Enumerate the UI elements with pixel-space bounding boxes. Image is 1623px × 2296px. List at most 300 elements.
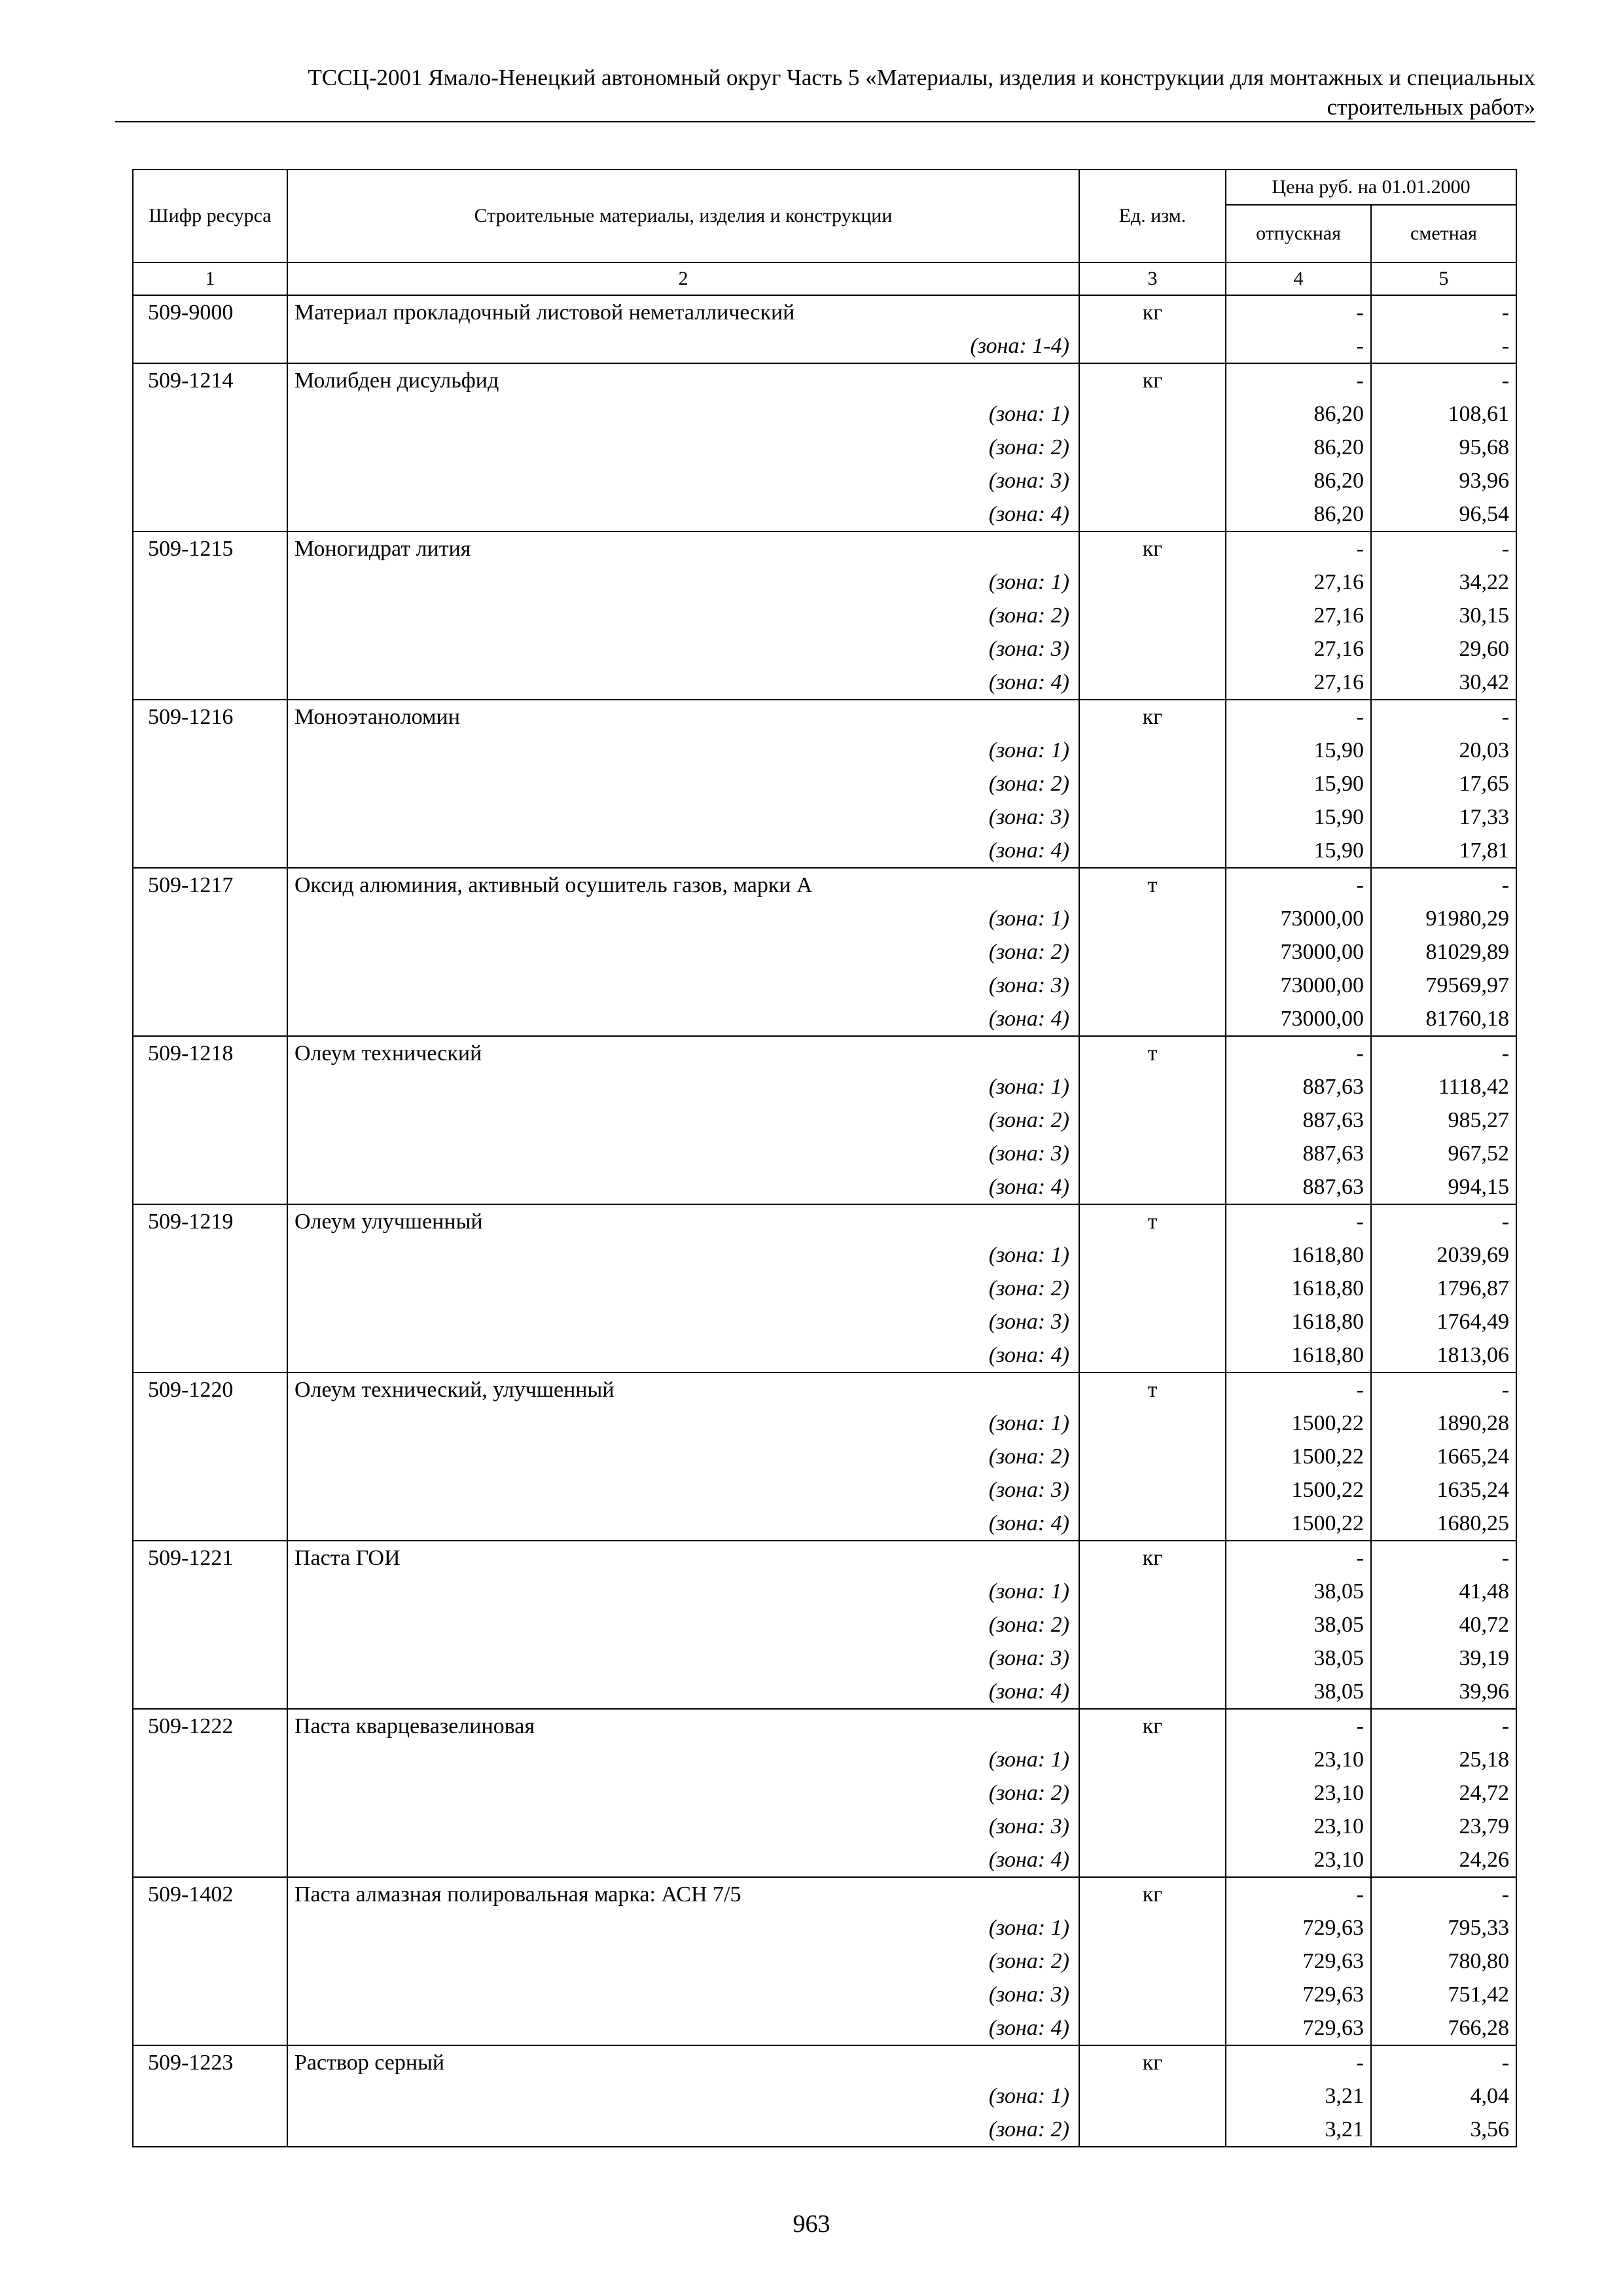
unit-cell-empty	[1079, 1440, 1226, 1473]
release-price: 729,63	[1226, 1978, 1371, 2011]
zone-label: (зона: 1)	[287, 2079, 1079, 2113]
zone-label: (зона: 4)	[287, 2011, 1079, 2045]
estimate-price: 91980,29	[1371, 902, 1516, 935]
resource-code-empty	[133, 1407, 287, 1440]
material-name: Олеум улучшенный	[287, 1204, 1079, 1238]
estimate-price: 96,54	[1371, 497, 1516, 531]
zone-row	[133, 1810, 1516, 1843]
unit-cell-empty	[1079, 1675, 1226, 1709]
table-row	[133, 1877, 1516, 1911]
estimate-price: 24,26	[1371, 1843, 1516, 1877]
unit-cell: т	[1079, 1372, 1226, 1407]
estimate-price: -	[1371, 1709, 1516, 1743]
unit-cell-empty	[1079, 1743, 1226, 1776]
release-price: 887,63	[1226, 1103, 1371, 1137]
zone-row	[133, 1608, 1516, 1641]
table-row	[133, 1541, 1516, 1575]
release-price: 23,10	[1226, 1743, 1371, 1776]
estimate-price: 29,60	[1371, 632, 1516, 666]
unit-cell-empty	[1079, 1641, 1226, 1675]
estimate-price: 25,18	[1371, 1743, 1516, 1776]
column-number: 4	[1226, 262, 1371, 295]
estimate-price: -	[1371, 1877, 1516, 1911]
estimate-price: 994,15	[1371, 1170, 1516, 1204]
table-row	[133, 700, 1516, 734]
unit-cell: кг	[1079, 1877, 1226, 1911]
resource-code-empty	[133, 2079, 287, 2113]
zone-label: (зона: 2)	[287, 2113, 1079, 2147]
estimate-price: 39,96	[1371, 1675, 1516, 1709]
unit-cell-empty	[1079, 1911, 1226, 1945]
estimate-price: 20,03	[1371, 734, 1516, 767]
unit-cell-empty	[1079, 1002, 1226, 1036]
release-price: -	[1226, 1204, 1371, 1238]
zone-row	[133, 1641, 1516, 1675]
unit-cell-empty	[1079, 1810, 1226, 1843]
estimate-price: 34,22	[1371, 565, 1516, 599]
release-price: 38,05	[1226, 1608, 1371, 1641]
zone-label: (зона: 4)	[287, 834, 1079, 868]
table-row	[133, 295, 1516, 329]
resource-code-empty	[133, 834, 287, 868]
unit-cell-empty	[1079, 969, 1226, 1002]
price-table	[132, 169, 1517, 2147]
zone-label: (зона: 2)	[287, 431, 1079, 464]
zone-label: (зона: 1)	[287, 1238, 1079, 1272]
release-price: 1618,80	[1226, 1305, 1371, 1338]
unit-cell-empty	[1079, 767, 1226, 800]
material-name: Паста алмазная полировальная марка: АСН 7/5	[287, 1877, 1079, 1911]
header-price-group: Цена руб. на 01.01.2000	[1226, 170, 1516, 205]
release-price: 38,05	[1226, 1675, 1371, 1709]
estimate-price: 24,72	[1371, 1776, 1516, 1810]
release-price: 3,21	[1226, 2113, 1371, 2147]
zone-label: (зона: 1)	[287, 902, 1079, 935]
zone-row	[133, 2079, 1516, 2113]
zone-label: (зона: 2)	[287, 1103, 1079, 1137]
zone-label: (зона: 4)	[287, 666, 1079, 700]
estimate-price: -	[1371, 531, 1516, 565]
resource-code-empty	[133, 397, 287, 431]
estimate-price: 17,81	[1371, 834, 1516, 868]
estimate-price: 1796,87	[1371, 1272, 1516, 1305]
unit-cell-empty	[1079, 1473, 1226, 1507]
release-price: 38,05	[1226, 1641, 1371, 1675]
estimate-price: -	[1371, 2045, 1516, 2079]
estimate-price: 1118,42	[1371, 1070, 1516, 1103]
unit-cell-empty	[1079, 2011, 1226, 2045]
release-price: -	[1226, 363, 1371, 397]
material-name: Оксид алюминия, активный осушитель газов, марки А	[287, 868, 1079, 902]
resource-code-empty	[133, 1743, 287, 1776]
resource-code-empty	[133, 1575, 287, 1608]
zone-row	[133, 767, 1516, 800]
header-code: Шифр ресурса	[133, 170, 287, 262]
table-row	[133, 363, 1516, 397]
release-price: 729,63	[1226, 1911, 1371, 1945]
zone-label: (зона: 2)	[287, 1776, 1079, 1810]
zone-label: (зона: 4)	[287, 1170, 1079, 1204]
resource-code-empty	[133, 1170, 287, 1204]
estimate-price: -	[1371, 1541, 1516, 1575]
table-row	[133, 1036, 1516, 1070]
zone-label: (зона: 2)	[287, 1272, 1079, 1305]
release-price: 1618,80	[1226, 1272, 1371, 1305]
unit-cell-empty	[1079, 565, 1226, 599]
resource-code: 509-1215	[133, 531, 287, 565]
release-price: 15,90	[1226, 834, 1371, 868]
release-price: 86,20	[1226, 464, 1371, 497]
resource-code: 509-9000	[133, 295, 287, 329]
resource-code-empty	[133, 329, 287, 363]
zone-label: (зона: 3)	[287, 1978, 1079, 2011]
resource-code-empty	[133, 2011, 287, 2045]
unit-cell-empty	[1079, 1945, 1226, 1978]
zone-row	[133, 1002, 1516, 1036]
release-price: 3,21	[1226, 2079, 1371, 2113]
estimate-price: -	[1371, 295, 1516, 329]
material-name: Материал прокладочный листовой неметаллический	[287, 295, 1079, 329]
unit-cell: кг	[1079, 1541, 1226, 1575]
zone-label: (зона: 1)	[287, 1407, 1079, 1440]
zone-row	[133, 800, 1516, 834]
resource-code-empty	[133, 935, 287, 969]
zone-row	[133, 1743, 1516, 1776]
zone-row	[133, 1407, 1516, 1440]
zone-row	[133, 1575, 1516, 1608]
table-row	[133, 1709, 1516, 1743]
release-price: 15,90	[1226, 734, 1371, 767]
zone-label: (зона: 1)	[287, 397, 1079, 431]
zone-row	[133, 935, 1516, 969]
zone-row	[133, 834, 1516, 868]
unit-cell-empty	[1079, 800, 1226, 834]
release-price: 23,10	[1226, 1810, 1371, 1843]
estimate-price: 79569,97	[1371, 969, 1516, 1002]
resource-code-empty	[133, 1103, 287, 1137]
release-price: 887,63	[1226, 1137, 1371, 1170]
zone-row	[133, 497, 1516, 531]
unit-cell-empty	[1079, 666, 1226, 700]
unit-cell-empty	[1079, 2079, 1226, 2113]
zone-label: (зона: 3)	[287, 1305, 1079, 1338]
estimate-price: 1665,24	[1371, 1440, 1516, 1473]
resource-code: 509-1223	[133, 2045, 287, 2079]
resource-code-empty	[133, 1843, 287, 1877]
resource-code: 509-1402	[133, 1877, 287, 1911]
release-price: -	[1226, 868, 1371, 902]
release-price: 73000,00	[1226, 1002, 1371, 1036]
resource-code: 509-1214	[133, 363, 287, 397]
release-price: 23,10	[1226, 1776, 1371, 1810]
material-name: Олеум технический, улучшенный	[287, 1372, 1079, 1407]
resource-code: 509-1219	[133, 1204, 287, 1238]
zone-label: (зона: 4)	[287, 1675, 1079, 1709]
resource-code-empty	[133, 1440, 287, 1473]
unit-cell-empty	[1079, 329, 1226, 363]
release-price: 73000,00	[1226, 935, 1371, 969]
unit-cell-empty	[1079, 1305, 1226, 1338]
resource-code-empty	[133, 1002, 287, 1036]
material-name: Моногидрат лития	[287, 531, 1079, 565]
unit-cell-empty	[1079, 431, 1226, 464]
resource-code-empty	[133, 632, 287, 666]
zone-label: (зона: 3)	[287, 1137, 1079, 1170]
zone-row	[133, 599, 1516, 632]
header-line-1: ТССЦ-2001 Ямало-Ненецкий автономный округ Часть 5 «Материалы, изделия и конструкции для монтажных и специальных	[308, 65, 1535, 90]
zone-label: (зона: 1-4)	[287, 329, 1079, 363]
resource-code-empty	[133, 734, 287, 767]
unit-cell-empty	[1079, 902, 1226, 935]
column-number: 3	[1079, 262, 1226, 295]
table-row	[133, 1204, 1516, 1238]
resource-code-empty	[133, 1776, 287, 1810]
table-row	[133, 1372, 1516, 1407]
document-header	[115, 63, 1535, 122]
release-price: 887,63	[1226, 1070, 1371, 1103]
estimate-price: 81029,89	[1371, 935, 1516, 969]
estimate-price: 967,52	[1371, 1137, 1516, 1170]
resource-code-empty	[133, 1675, 287, 1709]
page-number: 963	[793, 2210, 830, 2238]
resource-code-empty	[133, 1272, 287, 1305]
resource-code-empty	[133, 431, 287, 464]
resource-code-empty	[133, 1641, 287, 1675]
release-price: 27,16	[1226, 666, 1371, 700]
zone-label: (зона: 3)	[287, 800, 1079, 834]
resource-code-empty	[133, 565, 287, 599]
zone-row	[133, 1843, 1516, 1877]
unit-cell: кг	[1079, 295, 1226, 329]
zone-label: (зона: 2)	[287, 1945, 1079, 1978]
release-price: 15,90	[1226, 800, 1371, 834]
material-name: Паста ГОИ	[287, 1541, 1079, 1575]
zone-label: (зона: 2)	[287, 1440, 1079, 1473]
unit-cell-empty	[1079, 2113, 1226, 2147]
release-price: 38,05	[1226, 1575, 1371, 1608]
zone-row	[133, 969, 1516, 1002]
estimate-price: 795,33	[1371, 1911, 1516, 1945]
estimate-price: 41,48	[1371, 1575, 1516, 1608]
estimate-price: 751,42	[1371, 1978, 1516, 2011]
table-row	[133, 868, 1516, 902]
estimate-price: 780,80	[1371, 1945, 1516, 1978]
resource-code: 509-1218	[133, 1036, 287, 1070]
unit-cell: т	[1079, 868, 1226, 902]
estimate-price: -	[1371, 700, 1516, 734]
zone-label: (зона: 2)	[287, 599, 1079, 632]
release-price: -	[1226, 329, 1371, 363]
unit-cell-empty	[1079, 1338, 1226, 1372]
release-price: 27,16	[1226, 565, 1371, 599]
unit-cell-empty	[1079, 632, 1226, 666]
release-price: 23,10	[1226, 1843, 1371, 1877]
zone-row	[133, 1272, 1516, 1305]
material-name: Паста кварцевазелиновая	[287, 1709, 1079, 1743]
estimate-price: 1680,25	[1371, 1507, 1516, 1541]
zone-row	[133, 632, 1516, 666]
resource-code-empty	[133, 1305, 287, 1338]
release-price: -	[1226, 1877, 1371, 1911]
zone-row	[133, 397, 1516, 431]
estimate-price: -	[1371, 329, 1516, 363]
release-price: 86,20	[1226, 497, 1371, 531]
release-price: 729,63	[1226, 2011, 1371, 2045]
zone-row	[133, 431, 1516, 464]
resource-code-empty	[133, 1507, 287, 1541]
zone-label: (зона: 3)	[287, 632, 1079, 666]
release-price: 887,63	[1226, 1170, 1371, 1204]
resource-code-empty	[133, 1473, 287, 1507]
resource-code-empty	[133, 767, 287, 800]
zone-row	[133, 734, 1516, 767]
release-price: 86,20	[1226, 431, 1371, 464]
resource-code-empty	[133, 2113, 287, 2147]
header-name: Строительные материалы, изделия и конструкции	[287, 170, 1079, 262]
unit-cell-empty	[1079, 734, 1226, 767]
release-price: -	[1226, 1541, 1371, 1575]
zone-row	[133, 1978, 1516, 2011]
unit-cell-empty	[1079, 497, 1226, 531]
zone-label: (зона: 4)	[287, 1843, 1079, 1877]
estimate-price: 1764,49	[1371, 1305, 1516, 1338]
material-name: Молибден дисульфид	[287, 363, 1079, 397]
estimate-price: -	[1371, 1372, 1516, 1407]
estimate-price: 2039,69	[1371, 1238, 1516, 1272]
zone-row	[133, 1305, 1516, 1338]
zone-row	[133, 1945, 1516, 1978]
resource-code-empty	[133, 1608, 287, 1641]
zone-row	[133, 1440, 1516, 1473]
resource-code-empty	[133, 1911, 287, 1945]
resource-code-empty	[133, 1137, 287, 1170]
zone-label: (зона: 2)	[287, 1608, 1079, 1641]
estimate-price: -	[1371, 1204, 1516, 1238]
estimate-price: -	[1371, 868, 1516, 902]
release-price: 27,16	[1226, 599, 1371, 632]
release-price: -	[1226, 531, 1371, 565]
release-price: 1500,22	[1226, 1507, 1371, 1541]
unit-cell: т	[1079, 1036, 1226, 1070]
resource-code-empty	[133, 1978, 287, 2011]
zone-label: (зона: 3)	[287, 1473, 1079, 1507]
release-price: 1500,22	[1226, 1440, 1371, 1473]
estimate-price: 23,79	[1371, 1810, 1516, 1843]
zone-row	[133, 902, 1516, 935]
estimate-price: -	[1371, 1036, 1516, 1070]
release-price: -	[1226, 700, 1371, 734]
unit-cell-empty	[1079, 1575, 1226, 1608]
resource-code: 509-1220	[133, 1372, 287, 1407]
resource-code-empty	[133, 1945, 287, 1978]
unit-cell: кг	[1079, 363, 1226, 397]
release-price: 1500,22	[1226, 1473, 1371, 1507]
unit-cell-empty	[1079, 1170, 1226, 1204]
resource-code-empty	[133, 969, 287, 1002]
estimate-price: 30,42	[1371, 666, 1516, 700]
unit-cell-empty	[1079, 1103, 1226, 1137]
column-number: 5	[1371, 262, 1516, 295]
zone-label: (зона: 4)	[287, 497, 1079, 531]
zone-label: (зона: 1)	[287, 1911, 1079, 1945]
resource-code: 509-1222	[133, 1709, 287, 1743]
zone-label: (зона: 3)	[287, 1810, 1079, 1843]
release-price: -	[1226, 1372, 1371, 1407]
zone-row	[133, 1776, 1516, 1810]
table-header	[133, 170, 1516, 295]
release-price: -	[1226, 1709, 1371, 1743]
estimate-price: 95,68	[1371, 431, 1516, 464]
resource-code-empty	[133, 1238, 287, 1272]
table-body	[133, 295, 1516, 2147]
resource-code-empty	[133, 902, 287, 935]
resource-code-empty	[133, 497, 287, 531]
zone-label: (зона: 2)	[287, 935, 1079, 969]
estimate-price: 108,61	[1371, 397, 1516, 431]
zone-label: (зона: 1)	[287, 1070, 1079, 1103]
unit-cell-empty	[1079, 1407, 1226, 1440]
zone-row	[133, 1170, 1516, 1204]
resource-code: 509-1217	[133, 868, 287, 902]
estimate-price: 985,27	[1371, 1103, 1516, 1137]
resource-code-empty	[133, 800, 287, 834]
zone-row	[133, 1070, 1516, 1103]
estimate-price: 1813,06	[1371, 1338, 1516, 1372]
zone-row	[133, 1507, 1516, 1541]
zone-label: (зона: 1)	[287, 1743, 1079, 1776]
release-price: -	[1226, 1036, 1371, 1070]
resource-code-empty	[133, 1810, 287, 1843]
zone-label: (зона: 3)	[287, 464, 1079, 497]
header-line-2: строительных работ»	[1327, 94, 1535, 120]
resource-code-empty	[133, 1070, 287, 1103]
zone-row	[133, 2011, 1516, 2045]
release-price: -	[1226, 295, 1371, 329]
unit-cell-empty	[1079, 834, 1226, 868]
zone-label: (зона: 4)	[287, 1507, 1079, 1541]
zone-label: (зона: 3)	[287, 969, 1079, 1002]
unit-cell-empty	[1079, 599, 1226, 632]
zone-label: (зона: 1)	[287, 565, 1079, 599]
zone-label: (зона: 4)	[287, 1338, 1079, 1372]
unit-cell-empty	[1079, 1507, 1226, 1541]
zone-label: (зона: 3)	[287, 1641, 1079, 1675]
release-price: 27,16	[1226, 632, 1371, 666]
unit-cell: кг	[1079, 531, 1226, 565]
header-unit: Ед. изм.	[1079, 170, 1226, 262]
zone-label: (зона: 1)	[287, 1575, 1079, 1608]
table-row	[133, 531, 1516, 565]
resource-code-empty	[133, 666, 287, 700]
estimate-price: 30,15	[1371, 599, 1516, 632]
unit-cell: кг	[1079, 700, 1226, 734]
unit-cell-empty	[1079, 1272, 1226, 1305]
release-price: 729,63	[1226, 1945, 1371, 1978]
resource-code-empty	[133, 599, 287, 632]
unit-cell-empty	[1079, 1978, 1226, 2011]
estimate-price: 3,56	[1371, 2113, 1516, 2147]
zone-row	[133, 2113, 1516, 2147]
unit-cell: т	[1079, 1204, 1226, 1238]
estimate-price: 40,72	[1371, 1608, 1516, 1641]
estimate-price: 17,33	[1371, 800, 1516, 834]
zone-row	[133, 1473, 1516, 1507]
zone-row	[133, 1238, 1516, 1272]
release-price: -	[1226, 2045, 1371, 2079]
resource-code-empty	[133, 464, 287, 497]
zone-row	[133, 1911, 1516, 1945]
release-price: 86,20	[1226, 397, 1371, 431]
